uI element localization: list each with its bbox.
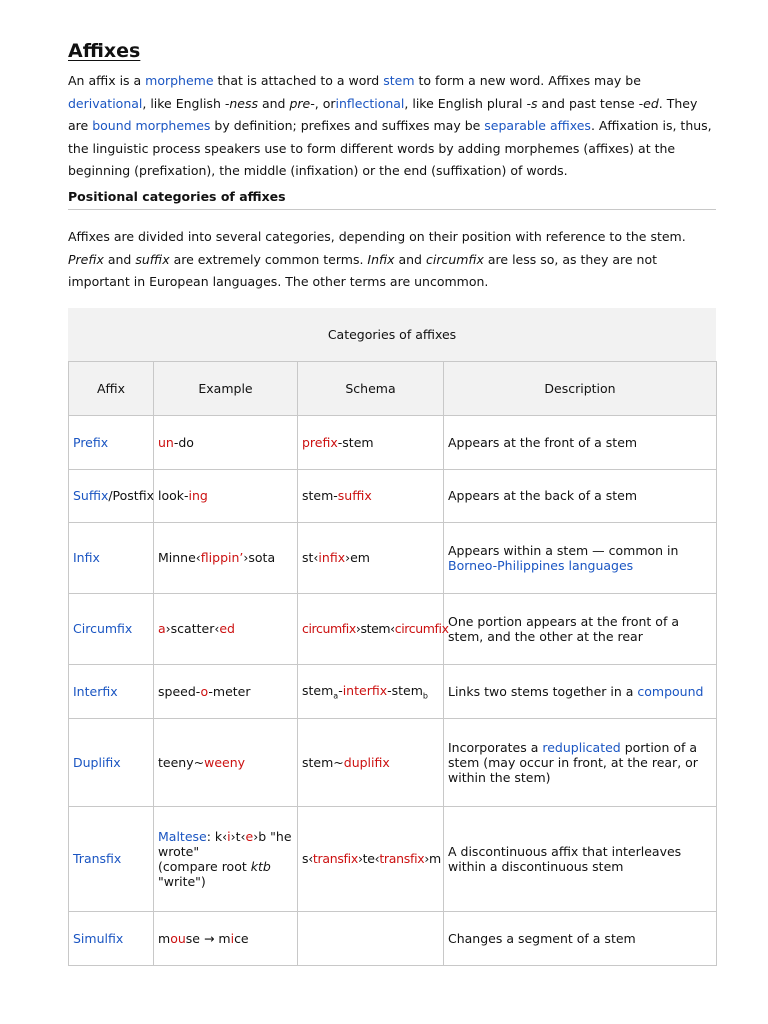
- derivational-link[interactable]: derivational: [68, 95, 143, 111]
- stem-part: -: [338, 682, 343, 698]
- affix-part: circumfix: [394, 621, 449, 637]
- schema-cell: [298, 522, 444, 593]
- description-cell: Changes a segment of a stem: [444, 911, 717, 965]
- description-text: portion of a stem (may occur in front, at the rear, or within the stem): [448, 739, 698, 785]
- intro-text: , like English plural: [404, 95, 527, 111]
- example-cell: [154, 664, 298, 718]
- stem-part: ›t‹: [230, 828, 246, 844]
- affix-table: [68, 361, 717, 966]
- stem-part: -do: [173, 434, 194, 450]
- table-row: [69, 415, 717, 469]
- intro-text: by definition; prefixes and suffixes may be: [210, 118, 485, 134]
- schema-cell: [298, 593, 449, 664]
- stem-part: ›te‹: [357, 851, 380, 867]
- stem-part: speed-: [158, 683, 201, 699]
- stem-part: : k‹: [206, 828, 228, 844]
- borneo-philippines-link[interactable]: Borneo-Philippines languages: [448, 557, 634, 573]
- affix-part: o: [200, 683, 209, 699]
- tilde: ~: [193, 754, 205, 770]
- body-text: are less so, as they are not important in European languages. The other terms are uncommon.: [68, 251, 658, 290]
- affix-cell: [69, 911, 154, 965]
- simulfix-link[interactable]: Simulfix: [73, 930, 124, 946]
- stem-part: ›m: [424, 851, 441, 867]
- stem-part: Minne‹: [158, 550, 201, 566]
- intro-text: to form a new word. Affixes may be: [414, 73, 641, 88]
- infix-term: Infix: [367, 251, 395, 267]
- table-row: [69, 806, 717, 911]
- schema-cell: [298, 415, 444, 469]
- schema-cell: [298, 469, 444, 522]
- schema-cell: [298, 718, 444, 806]
- tilde: ~: [333, 754, 344, 770]
- schema-cell: [298, 664, 444, 718]
- description-cell: One portion appears at the front of a stem, and the other at the rear: [444, 593, 717, 664]
- affix-cell: [69, 593, 154, 664]
- intro-paragraph: [68, 70, 713, 183]
- description-text: Appears within a stem — common in: [448, 542, 679, 558]
- table-row: [69, 911, 717, 965]
- stem-part: -meter: [208, 683, 251, 699]
- example-cell: [154, 593, 298, 664]
- header-description: Description: [444, 361, 717, 415]
- affix-part: infix: [318, 550, 346, 566]
- affix-part: suffix: [337, 488, 372, 504]
- stem-part: s‹: [302, 851, 313, 867]
- affix-cell: [69, 469, 154, 522]
- affix-part: transfix: [379, 851, 425, 867]
- example-cell: [154, 522, 298, 593]
- body-text: and: [103, 251, 136, 267]
- stem-part: stem: [302, 754, 334, 770]
- separable-affixes-link[interactable]: separable affixes: [484, 118, 591, 134]
- affix-part: a: [158, 621, 166, 637]
- ed-example: -ed: [638, 95, 659, 111]
- schema-cell: [298, 806, 444, 911]
- affix-part: flippin’: [200, 550, 244, 566]
- page-title: Affixes: [68, 40, 141, 62]
- stem-part: stem-: [302, 488, 338, 504]
- stem-part: teeny: [158, 754, 194, 770]
- example-cell: [154, 806, 298, 911]
- intro-text: An affix is a: [68, 73, 146, 88]
- stem-part: -stem: [387, 682, 423, 698]
- affix-cell: [69, 806, 154, 911]
- stem-part: look-: [158, 488, 189, 504]
- section-heading: Positional categories of affixes: [68, 187, 716, 210]
- affix-part: ed: [219, 621, 235, 637]
- intro-text: , like English: [142, 95, 225, 111]
- ness-example: -ness: [224, 95, 258, 111]
- affix-part: prefix: [302, 434, 338, 450]
- description-cell: A discontinuous affix that interleaves within a discontinuous stem: [444, 806, 717, 911]
- affix-cell: [69, 664, 154, 718]
- stem-part: ›stem‹: [355, 621, 395, 637]
- table-header-row: [69, 361, 717, 415]
- intro-text: , or: [314, 95, 336, 111]
- description-cell: Appears at the front of a stem: [444, 415, 717, 469]
- maltese-link[interactable]: Maltese: [158, 828, 207, 844]
- affix-cell: [69, 718, 154, 806]
- morpheme-link[interactable]: morpheme: [145, 73, 214, 88]
- intro-text: . Affixation is, thus, the linguistic process speakers use to form different words by adding morphemes (affixes) at the beginning (prefixation), the middle (infixation) or the end (suffixation) of words.: [68, 118, 712, 179]
- intro-text: . They are: [68, 95, 698, 134]
- circumfix-term: circumfix: [425, 251, 484, 267]
- stem-part: se → m: [185, 930, 231, 946]
- affix-cell: [69, 522, 154, 593]
- pre-example: pre-: [289, 95, 315, 111]
- description-cell: [444, 718, 717, 806]
- stem-part: ›scatter‹: [165, 621, 220, 637]
- stem-part: -stem: [337, 434, 374, 450]
- interfix-link[interactable]: Interfix: [73, 683, 118, 699]
- table-row: [69, 664, 717, 718]
- table-row: [69, 469, 717, 522]
- description-text: Links two stems together in a: [448, 683, 638, 699]
- intro-text: and: [258, 95, 290, 111]
- reduplicated-link[interactable]: reduplicated: [542, 739, 621, 755]
- subscript: b: [422, 691, 428, 700]
- body-text: are extremely common terms.: [169, 251, 368, 267]
- description-text: Incorporates a: [448, 739, 543, 755]
- affix-part: transfix: [312, 851, 358, 867]
- postfix-label: /Postfix: [108, 488, 154, 504]
- suffix-link[interactable]: Suffix: [73, 488, 109, 504]
- subscript: a: [333, 691, 339, 700]
- affix-cell: [69, 415, 154, 469]
- stem-part: stem: [302, 682, 334, 698]
- stem-part: ›b "he wrote": [158, 828, 292, 859]
- affix-part: ing: [188, 488, 208, 504]
- affix-part: e: [245, 828, 254, 844]
- categories-paragraph: [68, 226, 716, 294]
- affix-part: circumfix: [302, 621, 356, 637]
- affix-part: duplifix: [343, 754, 390, 770]
- stem-part: ›sota: [243, 550, 276, 566]
- infix-link[interactable]: Infix: [73, 550, 100, 566]
- affix-part: interfix: [342, 682, 388, 698]
- affix-part: ou: [170, 930, 186, 946]
- table-row: [69, 593, 717, 664]
- inflectional-link[interactable]: inflectional: [335, 95, 405, 111]
- example-cell: [154, 415, 298, 469]
- affix-part: i: [230, 930, 235, 946]
- intro-text: and past tense: [537, 95, 639, 111]
- body-text: and: [394, 251, 426, 267]
- stem-part: ›em: [345, 550, 370, 566]
- body-text: Affixes are divided into several categories, depending on their position with reference to the stem.: [68, 228, 686, 244]
- header-affix: Affix: [69, 361, 154, 415]
- stem-link[interactable]: stem: [383, 73, 415, 88]
- duplifix-link[interactable]: Duplifix: [73, 754, 121, 770]
- intro-text: that is attached to a word: [213, 73, 384, 88]
- article: [68, 40, 716, 966]
- schema-cell: [298, 911, 444, 965]
- table-caption: Categories of affixes: [68, 308, 716, 361]
- affix-part: weeny: [204, 754, 246, 770]
- s-example: -s: [526, 95, 538, 111]
- stem-part: m: [158, 930, 171, 946]
- example-cell: [154, 718, 298, 806]
- example-cell: [154, 469, 298, 522]
- bound-morphemes-link[interactable]: bound morphemes: [92, 118, 211, 134]
- circumfix-link[interactable]: Circumfix: [73, 621, 133, 637]
- compare-text: (compare root: [158, 858, 251, 874]
- description-cell: Appears at the back of a stem: [444, 469, 717, 522]
- example-cell: [154, 911, 298, 965]
- root-term: ktb: [250, 858, 271, 874]
- stem-part: st‹: [302, 550, 319, 566]
- stem-part: ce: [234, 930, 249, 946]
- table-row: [69, 522, 717, 593]
- header-schema: Schema: [298, 361, 444, 415]
- description-cell: [444, 522, 717, 593]
- transfix-link[interactable]: Transfix: [73, 851, 122, 867]
- description-cell: [444, 664, 717, 718]
- compound-link[interactable]: compound: [637, 683, 704, 699]
- prefix-link[interactable]: Prefix: [73, 434, 109, 450]
- compare-text: "write"): [158, 873, 206, 889]
- header-example: Example: [154, 361, 298, 415]
- affix-part: i: [227, 828, 231, 844]
- suffix-term: suffix: [135, 251, 170, 267]
- prefix-term: Prefix: [68, 251, 104, 267]
- table-row: [69, 718, 717, 806]
- affix-part: un: [158, 434, 174, 450]
